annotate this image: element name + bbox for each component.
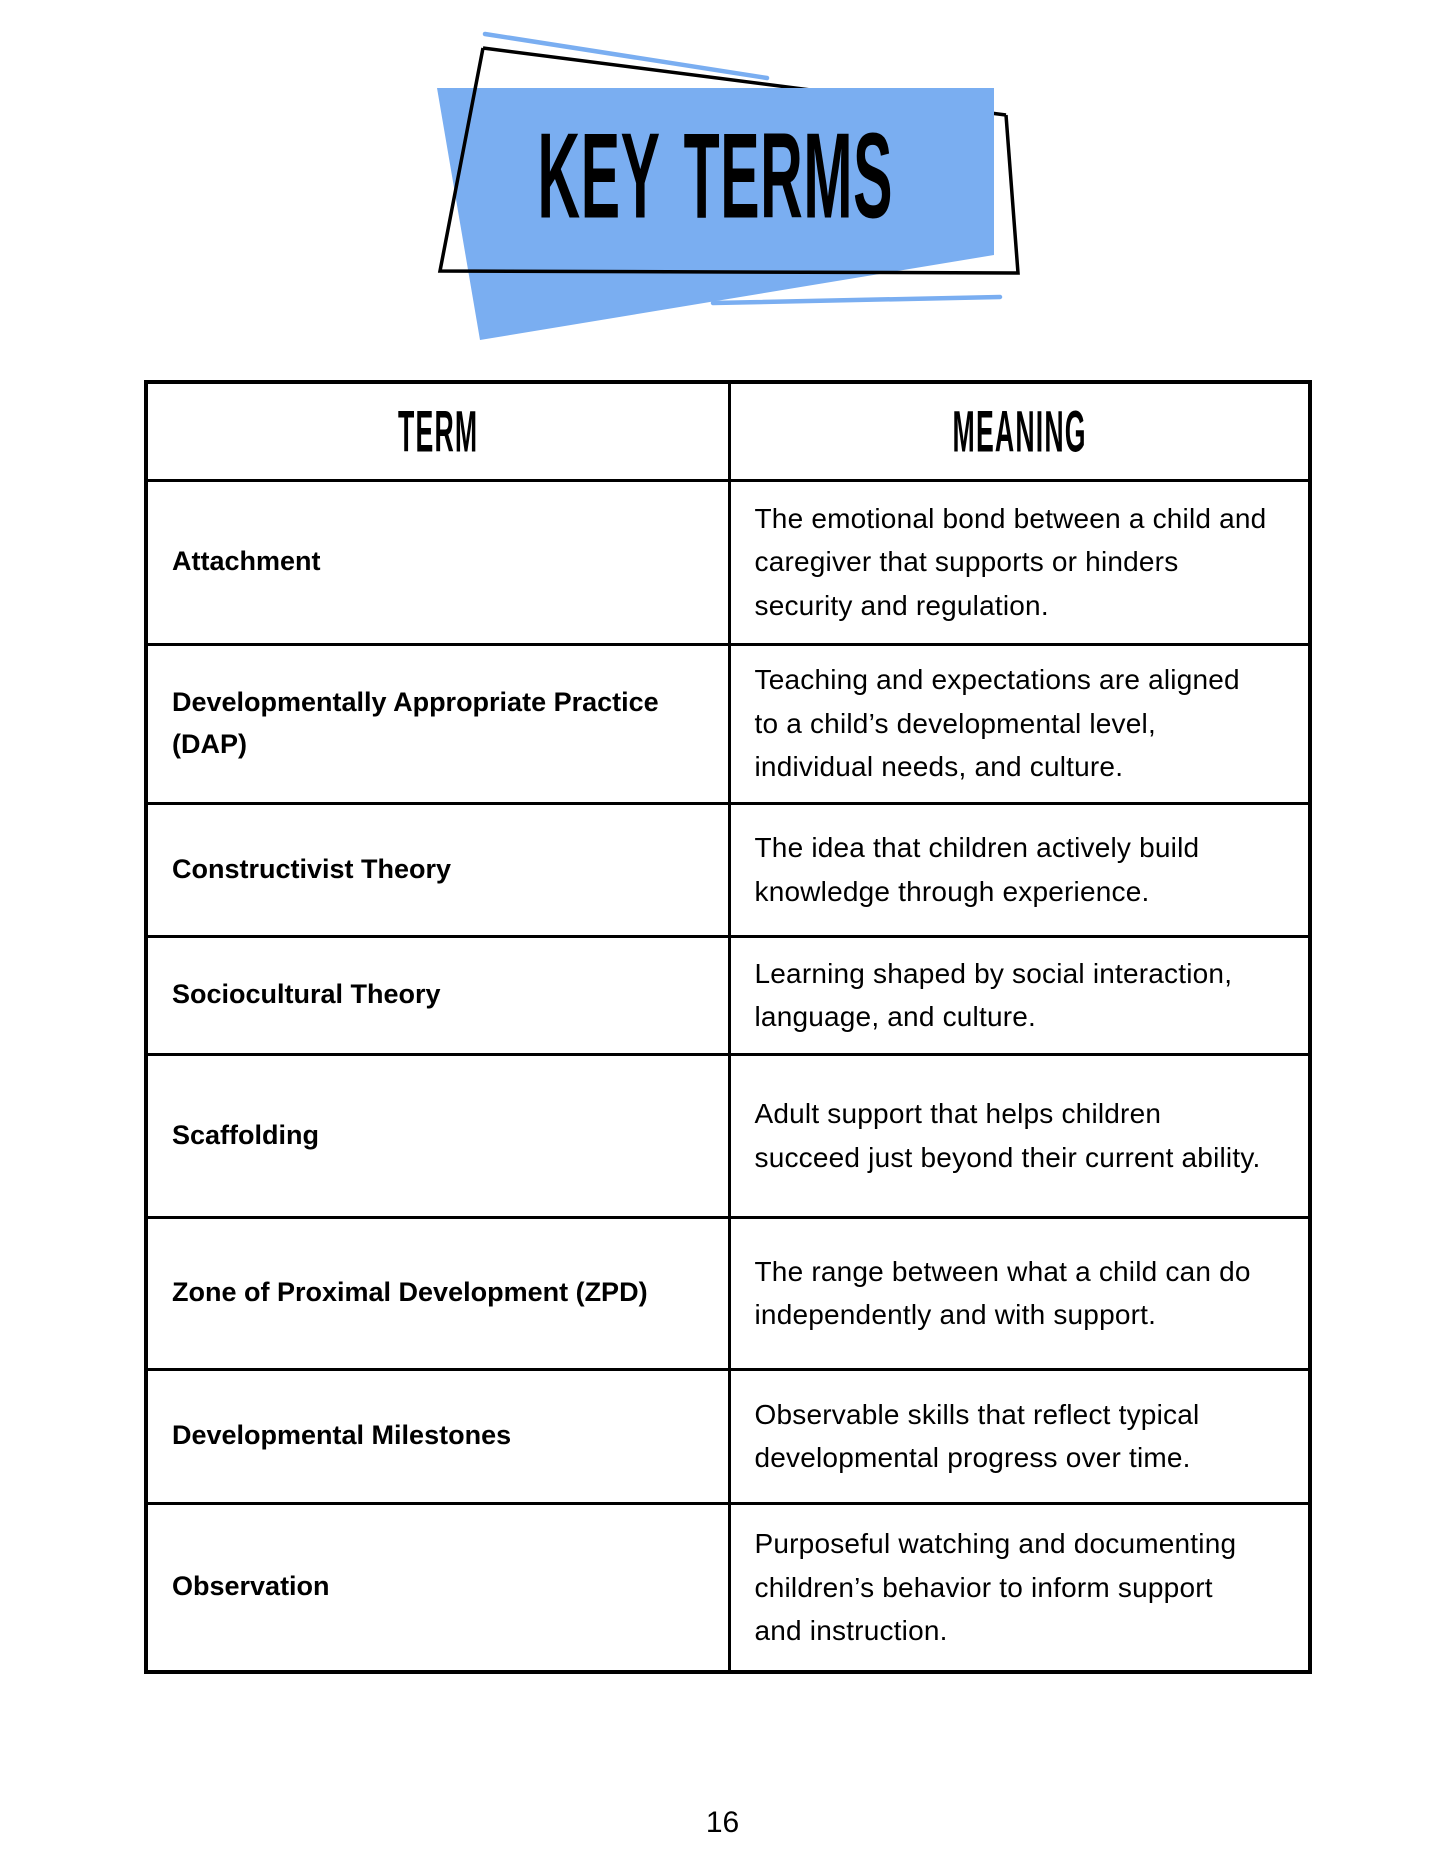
term-cell: Sociocultural Theory: [146, 936, 729, 1054]
table-row: [146, 480, 1310, 644]
banner-bottom-accent-line: [713, 297, 1000, 303]
table-row: [146, 1054, 1310, 1217]
term-cell: Scaffolding: [146, 1054, 729, 1217]
meaning-cell: Observable skills that reflect typical developmental progress over time.: [729, 1369, 1310, 1503]
table-row: [146, 644, 1310, 803]
meaning-column-header: [729, 382, 1310, 480]
term-cell: Developmentally Appropriate Practice (DAP): [146, 644, 729, 803]
meaning-cell: Learning shaped by social interaction, language, and culture.: [729, 936, 1310, 1054]
meaning-cell: The idea that children actively build knowledge through experience.: [729, 803, 1310, 936]
term-header-label: TERM: [397, 397, 478, 465]
term-cell: Observation: [146, 1503, 729, 1672]
table-row: [146, 936, 1310, 1054]
meaning-cell: Teaching and expectations are aligned to a child’s developmental level, individual needs, and culture.: [729, 644, 1310, 803]
term-cell: Constructivist Theory: [146, 803, 729, 936]
table-row: [146, 1503, 1310, 1672]
table-row: [146, 803, 1310, 936]
term-cell: Developmental Milestones: [146, 1369, 729, 1503]
banner-title-box: [437, 88, 994, 264]
banner-top-accent-line: [485, 34, 767, 78]
term-column-header: [146, 382, 729, 480]
table-row: [146, 1217, 1310, 1369]
meaning-cell: The range between what a child can do independently and with support.: [729, 1217, 1310, 1369]
page-number: 16: [705, 1806, 740, 1839]
meaning-cell: The emotional bond between a child and caregiver that supports or hinders security and regulation.: [729, 480, 1310, 644]
meaning-cell: Purposeful watching and documenting children’s behavior to inform support and instruction.: [729, 1503, 1310, 1672]
table-row: [146, 1369, 1310, 1503]
table-header-row: [146, 382, 1310, 480]
banner: [0, 0, 1445, 360]
term-cell: Attachment: [146, 480, 729, 644]
meaning-header-label: MEANING: [952, 397, 1087, 465]
key-terms-table: [144, 380, 1312, 1674]
meaning-cell: Adult support that helps children succeed just beyond their current ability.: [729, 1054, 1310, 1217]
term-cell: Zone of Proximal Development (ZPD): [146, 1217, 729, 1369]
page-title: KEY TERMS: [537, 107, 894, 245]
